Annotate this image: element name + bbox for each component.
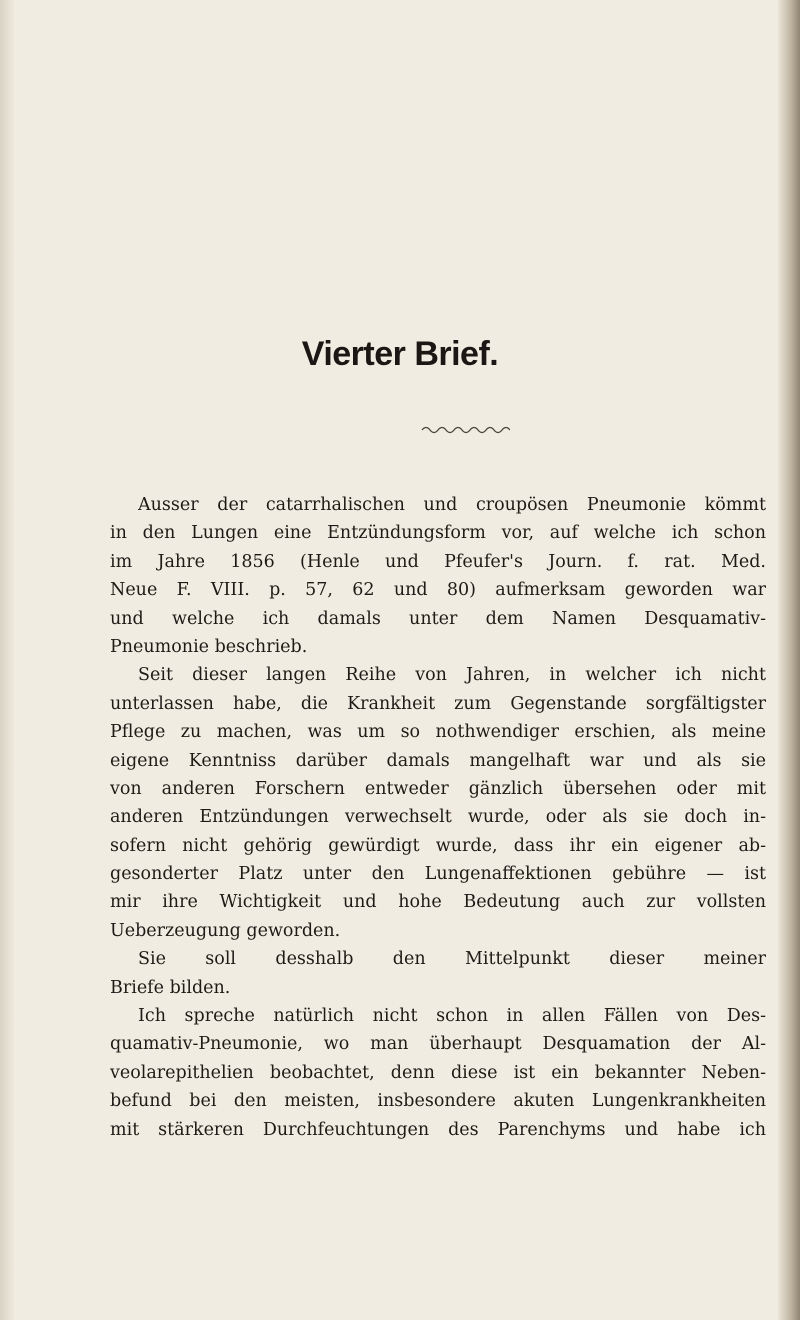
text-line: und welche ich damals unter dem Namen Desquamativ- (110, 608, 766, 629)
text-line: quamativ-Pneumonie, wo man überhaupt Desquamation der Al- (110, 1034, 766, 1055)
page-edge-left (0, 0, 14, 1320)
text-line: im Jahre 1856 (Henle und Pfeufer's Journ. f. rat. Med. (110, 551, 766, 572)
text-line: Neue F. VIII. p. 57, 62 und 80) aufmerksam geworden war (110, 580, 766, 601)
body-text (110, 491, 766, 1144)
text-line: von anderen Forschern entweder gänzlich übersehen oder mit (110, 778, 766, 799)
text-line: mir ihre Wichtigkeit und hohe Bedeutung auch zur vollsten (110, 892, 766, 913)
text-line: eigene Kenntniss darüber damals mangelhaft war und als sie (110, 750, 766, 771)
wavy-ornament-divider (420, 424, 510, 436)
text-line: Ausser der catarrhalischen und croupösen Pneumonie kömmt (138, 495, 766, 515)
text-line: in den Lungen eine Entzündungsform vor, auf welche ich schon (110, 523, 766, 544)
text-line: befund bei den meisten, insbesondere akuten Lungenkrankheiten (110, 1091, 766, 1112)
text-line: Briefe bilden. (110, 977, 231, 998)
text-line: Sie soll desshalb den Mittelpunkt dieser meiner (138, 949, 766, 970)
page-edge-right (778, 0, 800, 1320)
text-line: sofern nicht gehörig gewürdigt wurde, dass ihr ein eigener ab- (110, 835, 766, 856)
text-line: mit stärkeren Durchfeuchtungen des Parenchyms und habe ich (110, 1119, 766, 1140)
text-line: Seit dieser langen Reihe von Jahren, in welcher ich nicht (138, 665, 766, 686)
text-line: Pflege zu machen, was um so nothwendiger erschien, als meine (110, 722, 766, 743)
text-line: Pneumonie beschrieb. (110, 636, 308, 657)
text-line: gesonderter Platz unter den Lungenaffektionen gebühre — ist (110, 864, 766, 885)
text-line: Ueberzeugung geworden. (110, 920, 341, 941)
text-line: veolarepithelien beobachtet, denn diese ist ein bekannter Neben- (110, 1062, 766, 1083)
text-line: Ich spreche natürlich nicht schon in allen Fällen von Des- (138, 1006, 766, 1027)
text-line: anderen Entzündungen verwechselt wurde, oder als sie doch in- (110, 807, 766, 828)
chapter-title: Vierter Brief. (301, 335, 499, 373)
text-line: unterlassen habe, die Krankheit zum Gegenstande sorgfältigster (110, 693, 766, 714)
